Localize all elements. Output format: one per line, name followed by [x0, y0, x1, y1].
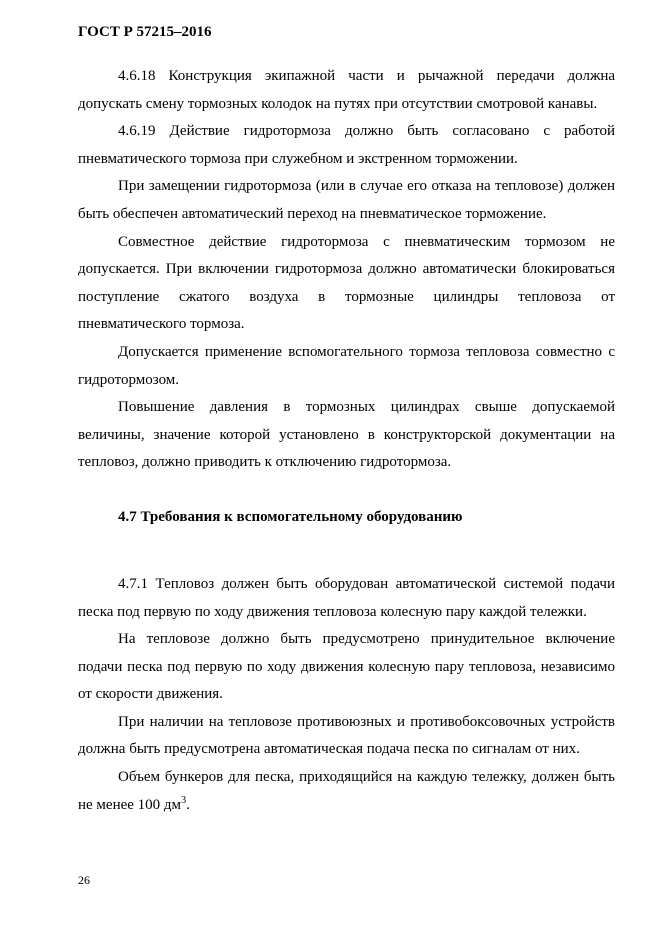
section-heading-4-7: 4.7 Требования к вспомогательному оборудованию: [118, 508, 463, 525]
paragraph-4-6-19: 4.6.19 Действие гидротормоза должно быть согласовано с работой пневматического тормоза при служебном и экстренном торможении.: [78, 123, 615, 167]
sand-bunker-volume-text: Объем бункеров для песка, приходящийся на каждую тележку, должен быть не менее 100 дм: [78, 769, 615, 813]
paragraph-forced-sanding: На тепловозе должно быть предусмотрено принудительное включение подачи песка под первую по ходу движения колесную пару тепловоза, независимо от скорости движения.: [78, 631, 615, 703]
document-body: [78, 63, 615, 819]
paragraph-antiskid-devices: При наличии на тепловозе противоюзных и противобоксовочных устройств должна быть предусмотрена автоматическая подача песка по сигналам от них.: [78, 713, 615, 758]
cubic-superscript: 3: [181, 794, 187, 806]
page-number: 26: [78, 873, 90, 887]
paragraph-sand-bunker-volume: [78, 764, 615, 819]
paragraph-joint-action: Совместное действие гидротормоза с пневматическим тормозом не допускается. При включении гидротормоза должно автоматически блокироваться поступление сжатого воздуха в тормозные цилиндры тепловоза от пневматического тормоза.: [78, 233, 615, 333]
paragraph-pressure-increase: Повышение давления в тормозных цилиндрах свыше допускаемой величины, значение которой установлено в конструкторской документации на тепловоз, должно приводить к отключению гидротормоза.: [78, 399, 615, 471]
document-header: ГОСТ Р 57215–2016: [78, 24, 212, 40]
paragraph-4-7-1: 4.7.1 Тепловоз должен быть оборудован автоматической системой подачи песка под первую по ходу движения тепловоза колесную пару каждой тележки.: [78, 575, 615, 620]
paragraph-4-6-18: 4.6.18 Конструкция экипажной части и рычажной передачи должна допускать смену тормозных колодок на путях при отсутствии смотровой канавы.: [78, 68, 615, 112]
paragraph-auxiliary-brake: Допускается применение вспомогательного тормоза тепловоза совместно с гидротормозом.: [78, 343, 615, 388]
sentence-end: .: [186, 796, 190, 813]
paragraph-hydrobrake-failure: При замещении гидротормоза (или в случае его отказа на тепловозе) должен быть обеспечен автоматический переход на пневматическое торможение.: [78, 178, 615, 222]
